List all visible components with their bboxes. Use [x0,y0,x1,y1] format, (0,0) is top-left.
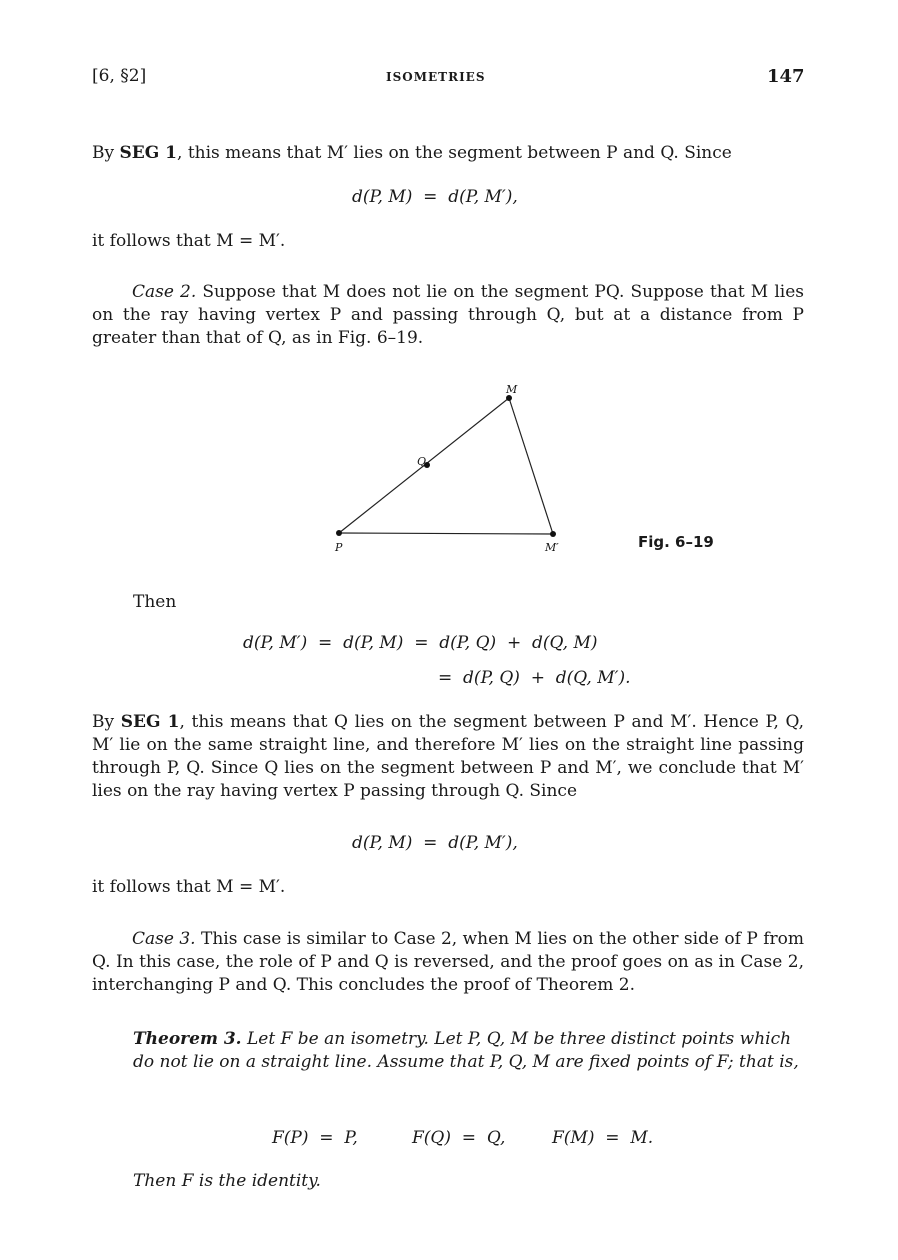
paragraph-seg1-second [92,711,804,803]
then-text: Then [133,592,177,612]
point-P-dot [336,530,342,536]
segment-PMprime [339,533,553,534]
figure-caption: Fig. 6–19 [638,533,714,551]
point-Mprime-dot [550,531,556,537]
case2-label: Case 2. [132,282,197,302]
label-P: P [335,541,343,554]
theorem-3-conclusion: Then F is the identity. [133,1171,321,1191]
figure-6-19 [320,385,580,565]
section-ref: [6, §2] [92,66,147,86]
theorem-3-text: Let F be an isometry. Let P, Q, M be three distinct points which do not lie on a straight line. Assume that P, Q, M are fixed points of F; that is, [133,1029,799,1072]
equation-4c: F(M) = M. [552,1128,654,1148]
case3-text: This case is similar to Case 2, when M lies on the other side of P from Q. In this case, the role of P and Q is reversed, and the proof goes on as in Case 2, interchanging P and Q. This concludes the proof of Theorem 2. [92,929,804,995]
page-number: 147 [767,66,805,87]
segment-MMprime [509,398,553,534]
p3-seg: SEG 1 [120,712,180,732]
theorem-3-title: Theorem 3. [133,1029,242,1049]
p3-pre: By [92,712,121,732]
equation-2-line-1: d(P, M′) = d(P, M) = d(P, Q) + d(Q, M) [243,633,598,653]
p1-seg: SEG 1 [119,143,178,163]
paragraph-case-2 [92,281,804,350]
equation-2-line-2: = d(P, Q) + d(Q, M′). [438,668,631,688]
label-M: M [506,383,518,396]
label-Mprime: M′ [545,541,559,554]
equation-4b: F(Q) = Q, [412,1128,506,1148]
theorem-3 [133,1028,805,1074]
paragraph-case-3 [92,928,804,997]
equation-4a: F(P) = P, [272,1128,358,1148]
paragraph-follows-1: it follows that M = M′. [92,231,286,251]
equation-1: d(P, M) = d(P, M′), [352,187,518,207]
paragraph-follows-2: it follows that M = M′. [92,877,286,897]
p1-pre: By [92,143,120,163]
p3-post: , this means that Q lies on the segment between P and M′. Hence P, Q, M′ lie on the same straight line, and therefore M′ lies on the straight line passing through P, Q. Since Q lies on the segment between P and M′, we conclude that M′ lies on the ray having vertex P passing through Q. Since [92,712,804,801]
p1-post: , this means that M′ lies on the segment between P and Q. Since [177,143,732,163]
case2-text: Suppose that M does not lie on the segment PQ. Suppose that M lies on the ray having vertex P and passing through Q, but at a distance from P greater than that of Q, as in Fig. 6–19. [92,282,804,348]
paragraph-seg1-intro [92,142,804,165]
running-title: ISOMETRIES [386,70,486,84]
label-Q: Q [417,455,427,468]
case3-label: Case 3. [132,929,196,949]
equation-3: d(P, M) = d(P, M′), [352,833,518,853]
